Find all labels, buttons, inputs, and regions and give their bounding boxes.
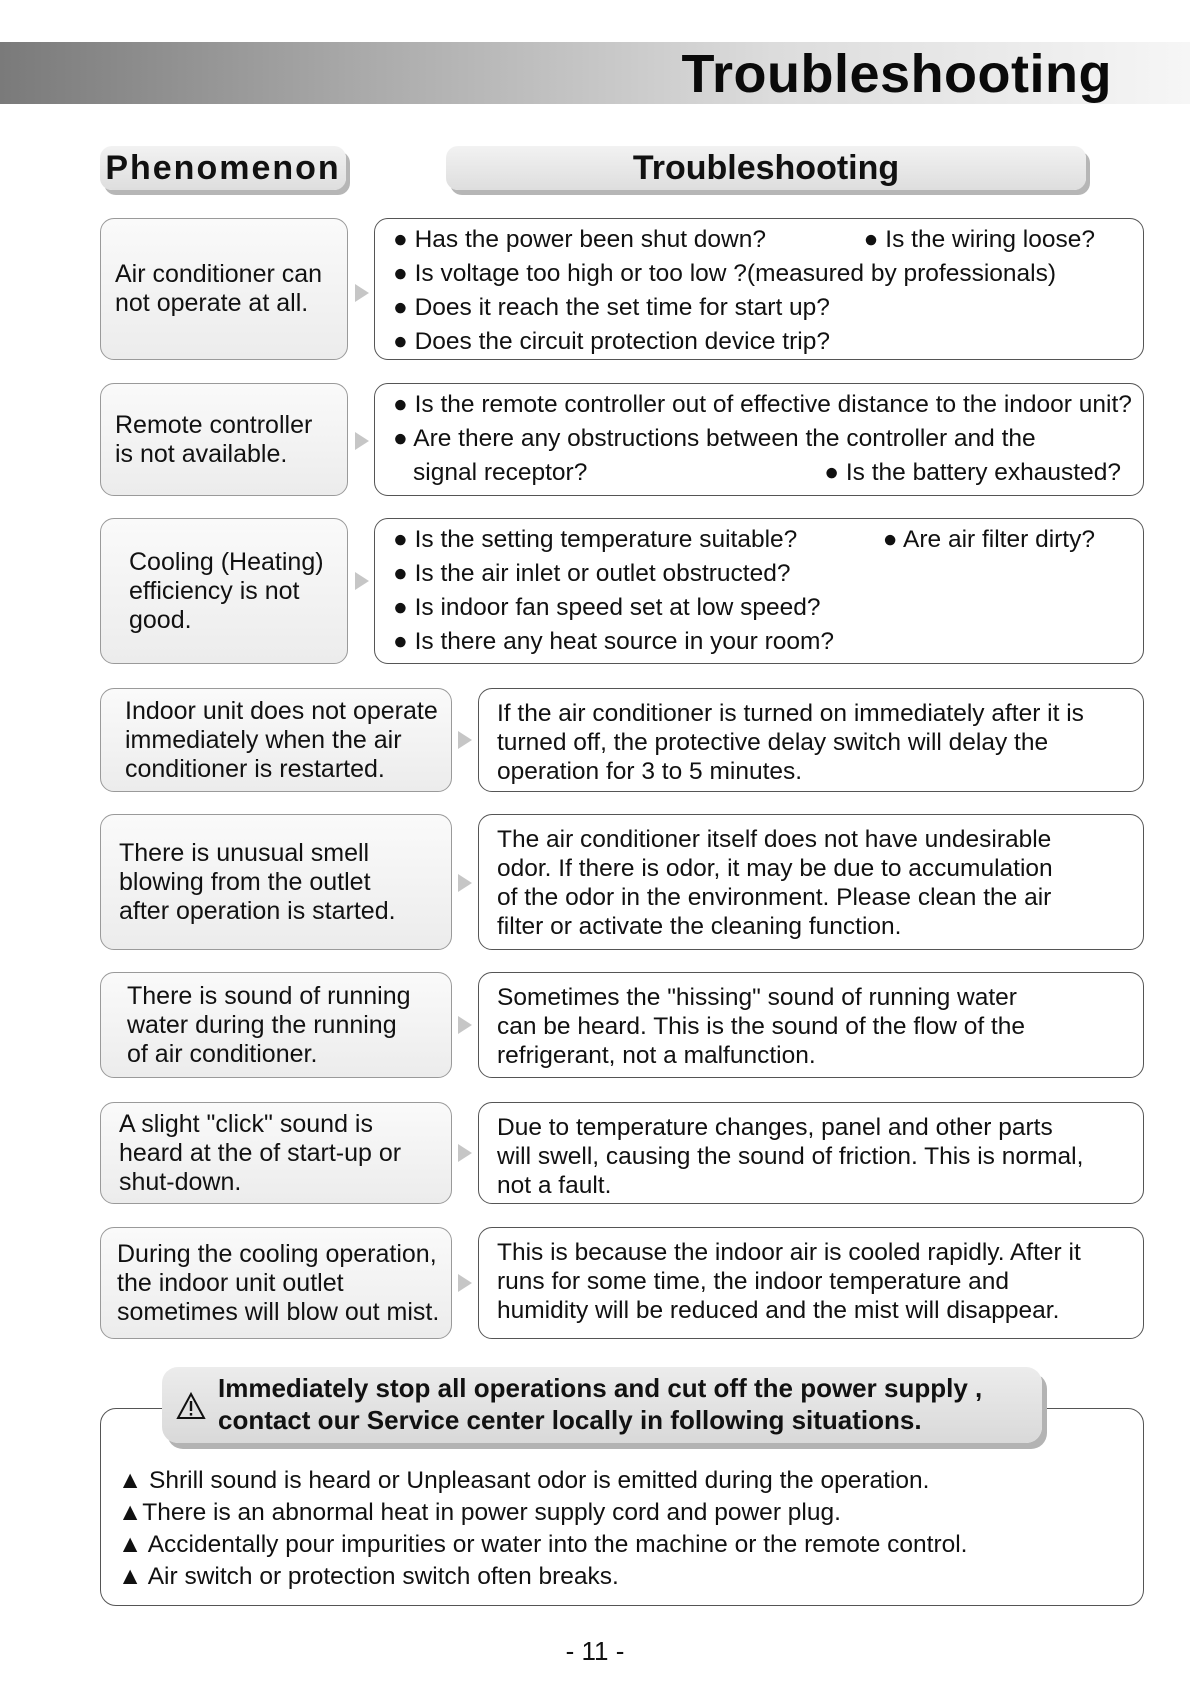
arrow-right-icon [355, 284, 369, 302]
check-item: ● Is the wiring loose? [863, 226, 1095, 253]
phenomenon-line: efficiency is not [129, 576, 300, 605]
check-item: ● Is the setting temperature suitable? [393, 526, 798, 553]
warning-title-line: contact our Service center locally in following situations. [218, 1405, 922, 1435]
answer-box [478, 1102, 1144, 1204]
phenomenon-line: blowing from the outlet [119, 867, 371, 896]
phenomenon-box [100, 218, 348, 360]
phenomenon-line: good. [129, 605, 192, 634]
answer-line: will swell, causing the sound of friction. This is normal, [497, 1143, 1084, 1170]
answer-line: turned off, the protective delay switch will delay the [497, 729, 1049, 756]
troubleshooting-box [374, 218, 1144, 360]
answer-line: Due to temperature changes, panel and other parts [497, 1114, 1053, 1141]
phenomenon-line: Air conditioner can [115, 260, 323, 288]
check-line [393, 625, 1125, 659]
arrow-right-icon [458, 1016, 472, 1034]
answer-line: refrigerant, not a malfunction. [497, 1042, 816, 1069]
check-item: ● Is indoor fan speed set at low speed? [393, 594, 821, 621]
check-line [393, 257, 1125, 291]
check-item: signal receptor? [413, 459, 588, 486]
check-item: ● Is the battery exhausted? [824, 459, 1121, 486]
answer-line: can be heard. This is the sound of the flow of the [497, 1013, 1025, 1040]
warning-title [218, 1372, 982, 1436]
warning-item: ▲There is an abnormal heat in power supply cord and power plug. [118, 1499, 841, 1526]
warning-item: ▲ Air switch or protection switch often breaks. [118, 1563, 619, 1590]
answer-box [478, 1227, 1144, 1339]
check-item: ● Are air filter dirty? [882, 526, 1095, 553]
check-line [393, 223, 1125, 257]
phenomenon-box [100, 383, 348, 496]
phenomenon-line: of air conditioner. [127, 1039, 318, 1068]
answer-line: filter or activate the cleaning function. [497, 913, 902, 940]
phenomenon-box [100, 518, 348, 664]
answer-line: If the air conditioner is turned on immediately after it is [497, 700, 1084, 727]
arrow-right-icon [458, 1144, 472, 1162]
check-line [393, 456, 1125, 490]
phenomenon-line: immediately when the air [125, 725, 402, 754]
answer-line: The air conditioner itself does not have undesirable [497, 826, 1052, 853]
check-line [393, 422, 1125, 456]
check-line [393, 388, 1132, 422]
arrow-right-icon [355, 432, 369, 450]
page-title: Troubleshooting [681, 44, 1112, 104]
phenomenon-box [100, 1102, 452, 1204]
warning-triangle-icon [176, 1392, 206, 1420]
phenomenon-line: Remote controller [115, 410, 313, 439]
warning-list [118, 1465, 967, 1593]
arrow-right-icon [458, 1274, 472, 1292]
check-item: ● Is the remote controller out of effective distance to the indoor unit? [393, 391, 1132, 418]
phenomenon-line: heard at the of start-up or [119, 1138, 402, 1167]
phenomenon-box [100, 814, 452, 950]
troubleshooting-box [374, 518, 1144, 664]
answer-box [478, 814, 1144, 950]
phenomenon-line: is not available. [115, 439, 288, 468]
arrow-right-icon [458, 731, 472, 749]
phenomenon-box [100, 688, 452, 792]
answer-line: humidity will be reduced and the mist will disappear. [497, 1297, 1060, 1324]
phenomenon-box [100, 1227, 452, 1339]
phenomenon-line: water during the running [127, 1010, 397, 1039]
troubleshooting-box [374, 383, 1144, 496]
check-line [393, 523, 1125, 557]
answer-line: operation for 3 to 5 minutes. [497, 758, 803, 785]
warning-item: ▲ Shrill sound is heard or Unpleasant odor is emitted during the operation. [118, 1467, 930, 1494]
check-line [393, 291, 1125, 325]
phenomenon-line: shut-down. [119, 1167, 242, 1196]
answer-line: odor. If there is odor, it may be due to accumulation [497, 855, 1053, 882]
answer-box [478, 972, 1144, 1078]
phenomenon-line: sometimes will blow out mist. [117, 1297, 440, 1326]
check-line [393, 591, 1125, 625]
check-item: ● Is the air inlet or outlet obstructed? [393, 560, 791, 587]
phenomenon-box [100, 972, 452, 1078]
column-header-phenomenon: Phenomenon [100, 146, 346, 190]
check-item: ● Has the power been shut down? [393, 226, 767, 253]
phenomenon-line: Cooling (Heating) [129, 547, 324, 576]
warning-item: ▲ Accidentally pour impurities or water into the machine or the remote control. [118, 1531, 968, 1558]
check-line [393, 557, 1125, 591]
phenomenon-line: A slight "click" sound is [119, 1109, 373, 1138]
column-header-troubleshooting: Troubleshooting [446, 146, 1086, 190]
phenomenon-line: There is sound of running [127, 981, 411, 1010]
phenomenon-line: conditioner is restarted. [125, 754, 385, 783]
answer-line: not a fault. [497, 1172, 612, 1199]
check-item: ● Is voltage too high or too low ?(measured by professionals) [393, 260, 1057, 287]
answer-line: runs for some time, the indoor temperature and [497, 1268, 1010, 1295]
phenomenon-line: During the cooling operation, [117, 1239, 437, 1268]
check-item: ● Does the circuit protection device trip? [393, 328, 830, 355]
phenomenon-line: There is unusual smell [119, 838, 370, 867]
arrow-right-icon [355, 572, 369, 590]
arrow-right-icon [458, 874, 472, 892]
phenomenon-line: after operation is started. [119, 896, 396, 925]
answer-line: This is because the indoor air is cooled rapidly. After it [497, 1239, 1081, 1266]
answer-line: of the odor in the environment. Please clean the air [497, 884, 1052, 911]
page-number: - 11 - [565, 1636, 625, 1666]
warning-title-line: Immediately stop all operations and cut off the power supply , [218, 1373, 983, 1403]
phenomenon-line: Indoor unit does not operate [125, 696, 438, 725]
answer-box [478, 688, 1144, 792]
answer-line: Sometimes the "hissing" sound of running water [497, 984, 1017, 1011]
check-line [393, 325, 1125, 359]
check-item: ● Is there any heat source in your room? [393, 628, 835, 655]
phenomenon-line: the indoor unit outlet [117, 1268, 344, 1297]
check-item: ● Are there any obstructions between the controller and the [393, 425, 1036, 452]
check-item: ● Does it reach the set time for start up? [393, 294, 830, 321]
phenomenon-line: not operate at all. [115, 289, 309, 317]
